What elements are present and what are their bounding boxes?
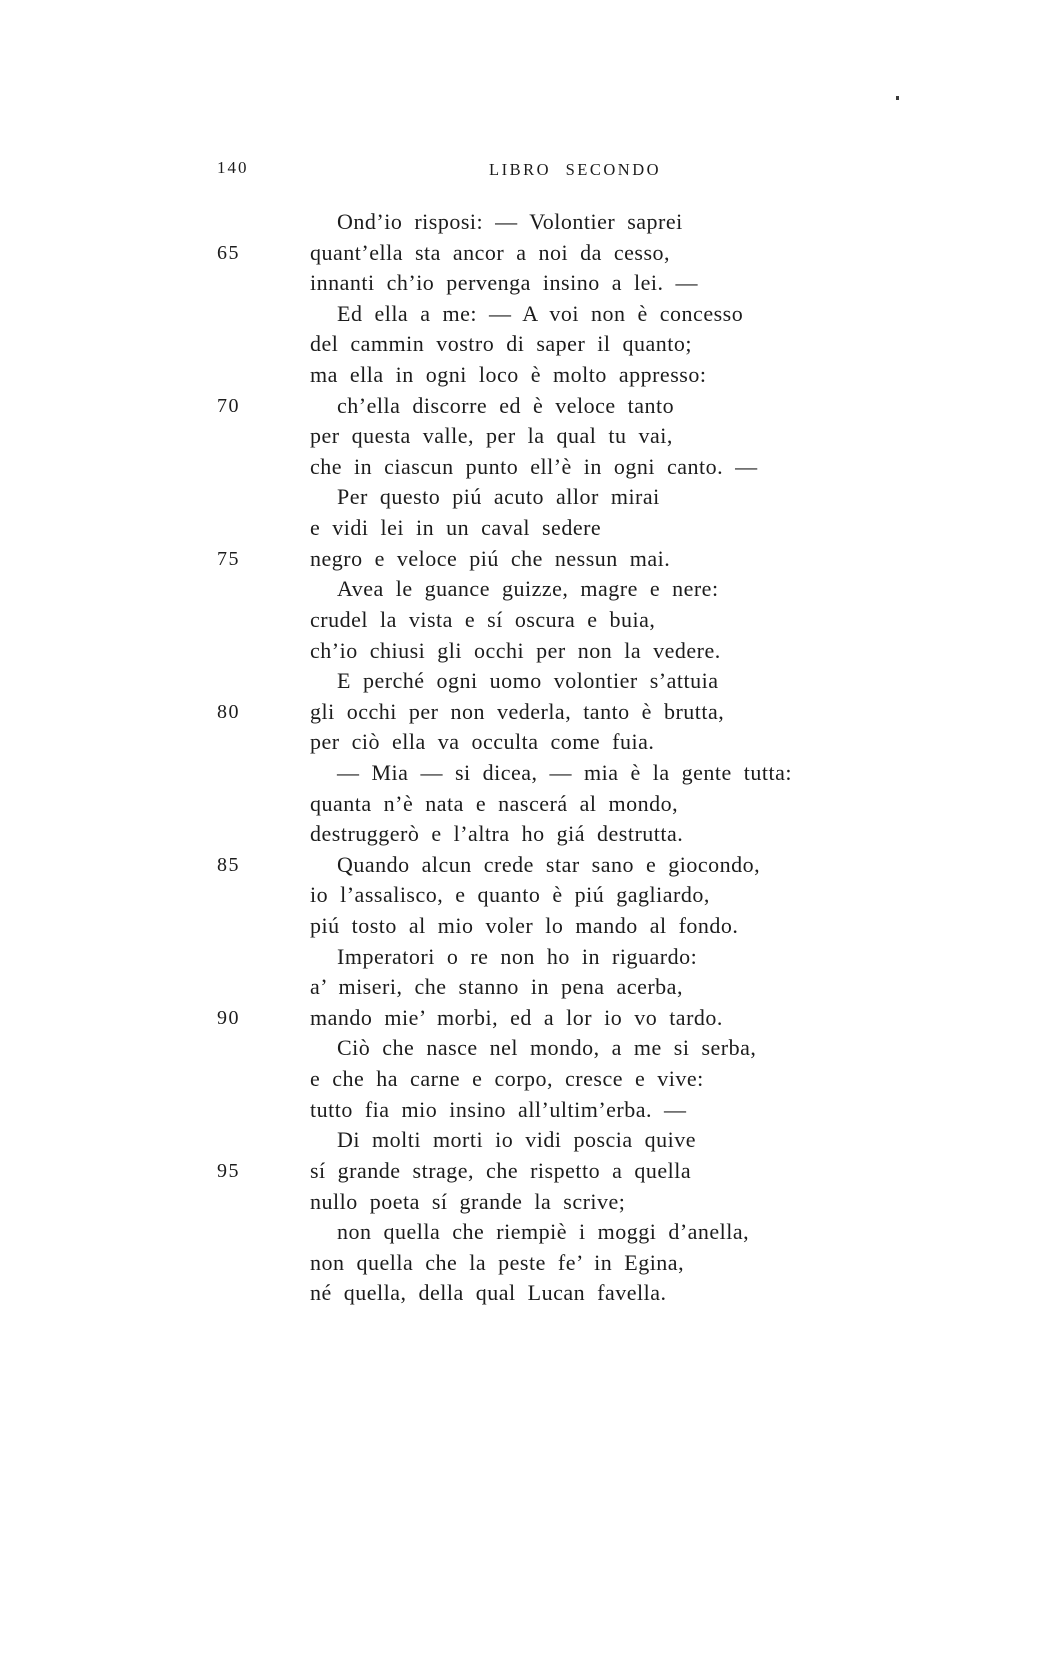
page-number: 140 bbox=[217, 158, 249, 177]
poem-line bbox=[0, 942, 1042, 973]
verse-text: ch’ella discorre ed è veloce tanto bbox=[337, 392, 675, 418]
poem-line bbox=[0, 880, 1042, 911]
verse-text: quant’ella sta ancor a noi da cesso, bbox=[310, 239, 671, 265]
poem-line bbox=[0, 452, 1042, 483]
poem-line bbox=[0, 1187, 1042, 1218]
verse-text: piú tosto al mio voler lo mando al fondo. bbox=[310, 913, 739, 939]
verse-text: ch’io chiusi gli occhi per non la vedere. bbox=[310, 637, 721, 663]
running-title: LIBRO SECONDO bbox=[489, 160, 662, 179]
poem-line bbox=[0, 207, 1042, 238]
poem-line bbox=[0, 727, 1042, 758]
poem bbox=[0, 207, 1042, 1309]
poem-line bbox=[0, 1125, 1042, 1156]
poem-line bbox=[0, 360, 1042, 391]
verse-text: Ed ella a me: — A voi non è concesso bbox=[337, 300, 744, 326]
poem-line bbox=[0, 1217, 1042, 1248]
poem-line bbox=[0, 513, 1042, 544]
poem-line bbox=[0, 421, 1042, 452]
poem-line bbox=[0, 1156, 1042, 1187]
verse-text: non quella che la peste fe’ in Egina, bbox=[310, 1249, 685, 1275]
poem-line bbox=[0, 605, 1042, 636]
poem-line bbox=[0, 1003, 1042, 1034]
verse-text: non quella che riempiè i moggi d’anella, bbox=[337, 1219, 750, 1245]
poem-line bbox=[0, 1248, 1042, 1279]
verse-text: per questa valle, per la qual tu vai, bbox=[310, 423, 673, 449]
line-number: 75 bbox=[217, 547, 240, 570]
scan-speck bbox=[896, 96, 899, 100]
verse-text: gli occhi per non vederla, tanto è brutta, bbox=[310, 698, 725, 724]
poem-line bbox=[0, 666, 1042, 697]
verse-text: nullo poeta sí grande la scrive; bbox=[310, 1188, 626, 1214]
verse-text: crudel la vista e sí oscura e buia, bbox=[310, 606, 656, 632]
poem-line bbox=[0, 1095, 1042, 1126]
line-number: 70 bbox=[217, 394, 240, 417]
poem-line bbox=[0, 391, 1042, 422]
line-number: 95 bbox=[217, 1159, 240, 1182]
verse-text: Ond’io risposi: — Volontier saprei bbox=[337, 209, 683, 234]
poem-line bbox=[0, 482, 1042, 513]
verse-text: negro e veloce piú che nessun mai. bbox=[310, 545, 671, 571]
verse-text: quanta n’è nata e nascerá al mondo, bbox=[310, 790, 679, 816]
line-number: 65 bbox=[217, 241, 240, 264]
poem-line bbox=[0, 972, 1042, 1003]
poem-line bbox=[0, 789, 1042, 820]
poem-line bbox=[0, 1278, 1042, 1309]
verse-text: E perché ogni uomo volontier s’attuia bbox=[337, 668, 719, 694]
verse-text: e che ha carne e corpo, cresce e vive: bbox=[310, 1066, 704, 1092]
poem-line bbox=[0, 238, 1042, 269]
verse-text: sí grande strage, che rispetto a quella bbox=[310, 1157, 692, 1183]
poem-line bbox=[0, 329, 1042, 360]
poem-line bbox=[0, 636, 1042, 667]
verse-text: a’ miseri, che stanno in pena acerba, bbox=[310, 974, 683, 1000]
poem-line bbox=[0, 574, 1042, 605]
verse-text: Ciò che nasce nel mondo, a me si serba, bbox=[337, 1035, 757, 1061]
line-number: 80 bbox=[217, 700, 240, 723]
verse-text: Quando alcun crede star sano e giocondo, bbox=[337, 851, 761, 877]
verse-text: né quella, della qual Lucan favella. bbox=[310, 1280, 667, 1306]
poem-line bbox=[0, 268, 1042, 299]
poem-line bbox=[0, 850, 1042, 881]
verse-text: per ciò ella va occulta come fuia. bbox=[310, 729, 655, 755]
poem-line bbox=[0, 911, 1042, 942]
line-number: 85 bbox=[217, 853, 240, 876]
poem-line bbox=[0, 299, 1042, 330]
verse-text: Per questo piú acuto allor mirai bbox=[337, 484, 660, 510]
verse-text: Imperatori o re non ho in riguardo: bbox=[337, 943, 698, 969]
verse-text: ma ella in ogni loco è molto appresso: bbox=[310, 362, 707, 388]
poem-line bbox=[0, 1033, 1042, 1064]
verse-text: Avea le guance guizze, magre e nere: bbox=[337, 576, 719, 602]
verse-text: destruggerò e l’altra ho giá destrutta. bbox=[310, 821, 684, 847]
verse-text: Di molti morti io vidi poscia quive bbox=[337, 1127, 697, 1153]
verse-text: io l’assalisco, e quanto è piú gagliardo, bbox=[310, 882, 710, 908]
line-number: 90 bbox=[217, 1006, 240, 1029]
poem-line bbox=[0, 758, 1042, 789]
verse-text: e vidi lei in un caval sedere bbox=[310, 515, 602, 541]
verse-text: che in ciascun punto ell’è in ogni canto. — bbox=[310, 453, 758, 479]
poem-line bbox=[0, 544, 1042, 575]
verse-text: mando mie’ morbi, ed a lor io vo tardo. bbox=[310, 1004, 723, 1030]
poem-line bbox=[0, 819, 1042, 850]
verse-text: del cammin vostro di saper il quanto; bbox=[310, 331, 692, 357]
verse-text: tutto fia mio insino all’ultim’erba. — bbox=[310, 1096, 687, 1122]
poem-line bbox=[0, 697, 1042, 728]
verse-text: innanti ch’io pervenga insino a lei. — bbox=[310, 270, 698, 296]
poem-line bbox=[0, 1064, 1042, 1095]
verse-text: — Mia — si dicea, — mia è la gente tutta: bbox=[337, 759, 793, 785]
